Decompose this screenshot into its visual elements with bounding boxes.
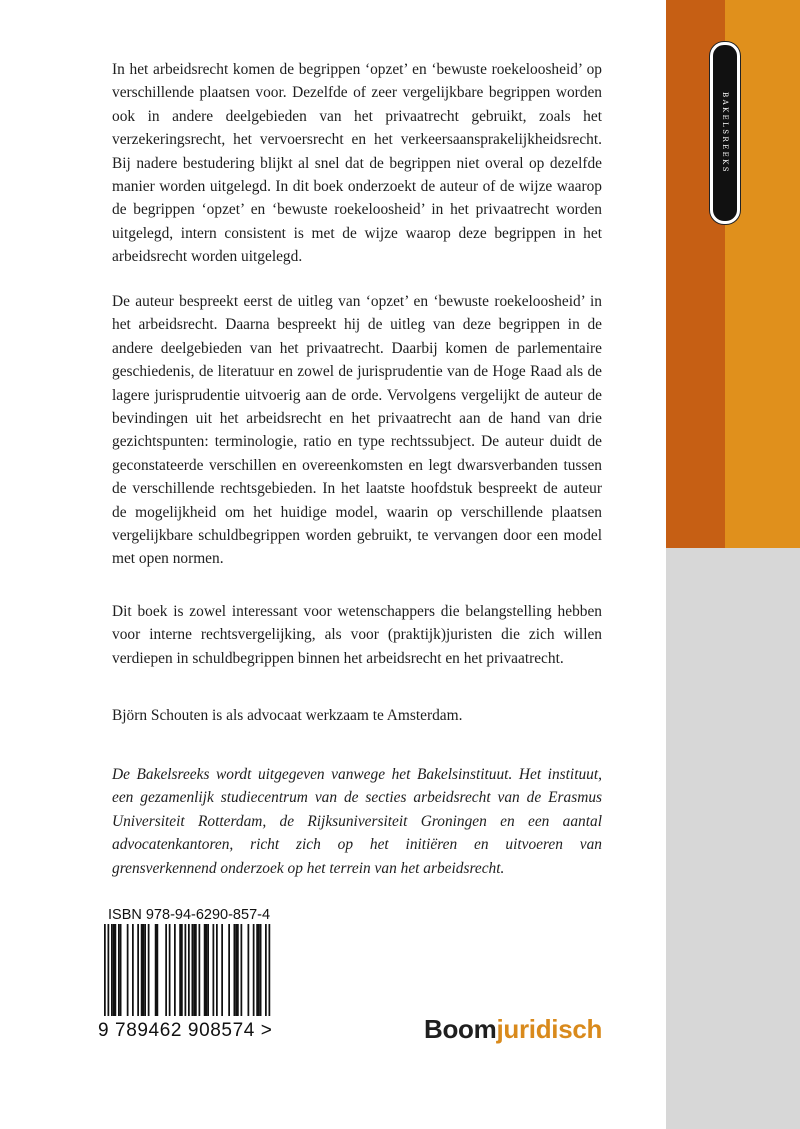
barcode-bar — [165, 924, 167, 1016]
barcode-bar — [108, 924, 110, 1016]
barcode-bar — [199, 924, 201, 1016]
barcode-bar — [155, 924, 157, 1016]
barcode-bar — [265, 924, 267, 1016]
series-tab — [710, 42, 740, 224]
barcode-bar — [234, 924, 236, 1016]
publisher-name-juridisch: juridisch — [496, 1014, 603, 1044]
barcode-bar — [258, 924, 260, 1016]
barcode-bar — [235, 924, 237, 1016]
spine-stripe-grey — [666, 548, 800, 1129]
barcode-bar — [179, 924, 181, 1016]
barcode-bar — [157, 924, 159, 1016]
barcode-bar — [137, 924, 139, 1016]
barcode-bar — [228, 924, 230, 1016]
series-label: BAKELSREEKS — [721, 92, 729, 174]
barcode-bar — [115, 924, 117, 1016]
barcode — [104, 924, 274, 1020]
barcode-bar — [253, 924, 255, 1016]
barcode-bar — [148, 924, 150, 1016]
barcode-bar — [207, 924, 209, 1016]
barcode-bar — [237, 924, 239, 1016]
publisher-name-boom: Boom — [424, 1014, 497, 1044]
barcode-bar — [144, 924, 146, 1016]
publisher-logo — [424, 1014, 602, 1045]
isbn-label: ISBN 978-94-6290-857-4 — [108, 907, 271, 923]
barcode-bar — [216, 924, 218, 1016]
barcode-bar — [141, 924, 143, 1016]
blurb-paragraph-3: Dit boek is zowel interessant voor wetenschappers die belangstelling hebben voor interne rechtsvergelijking, als voor (praktijk)juristen die zich willen verdiepen in schuldbegrippen binnen het arbeidsrecht en het privaatrecht. — [112, 603, 602, 667]
barcode-bar — [104, 924, 106, 1016]
barcode-bar — [269, 924, 271, 1016]
barcode-bar — [113, 924, 115, 1016]
barcode-bar — [120, 924, 122, 1016]
barcode-bar — [192, 924, 194, 1016]
barcode-bar — [185, 924, 187, 1016]
barcode-bar — [118, 924, 120, 1016]
barcode-bar — [256, 924, 258, 1016]
barcode-digits: 9 789462 908574 > — [98, 1020, 273, 1041]
barcode-bar — [213, 924, 215, 1016]
barcode-bar — [195, 924, 197, 1016]
barcode-bar — [143, 924, 145, 1016]
barcode-bar — [204, 924, 206, 1016]
barcode-bar — [111, 924, 113, 1016]
barcode-bar — [241, 924, 243, 1016]
blurb-paragraph-1: In het arbeidsrecht komen de begrippen ‘opzet’ en ‘bewuste roekeloosheid’ op verschillende plaatsen voor. Dezelfde of zeer vergelijkbare begrippen worden ook in andere deelgebieden van het privaatrecht gebruikt, zoals het verzekeringsrecht, het vervoersrecht en het verkeersaansprakelijkheidsrecht. Bij nadere bestudering blijkt al snel dat de begrippen niet overal op dezelfde manier worden uitgelegd. In dit boek onderzoekt de auteur of de wijze waarop de begrippen ‘opzet’ en ‘bewuste roekeloosheid’ in het privaatrecht worden uitgelegd, intern consistent is met de wijze waarop deze begrippen in het arbeidsrecht worden uitgelegd. — [112, 61, 602, 266]
barcode-bar — [169, 924, 171, 1016]
barcode-bar — [260, 924, 262, 1016]
author-note: Björn Schouten is als advocaat werkzaam te Amsterdam. — [112, 707, 463, 724]
series-note: De Bakelsreeks wordt uitgegeven vanwege het Bakelsinstituut. Het instituut, een gezamenlijk studiecentrum van de secties arbeidsrecht van de Erasmus Universiteit Rotterdam, de Rijksuniversiteit Groningen en een aantal advocatenkantoren, richt zich op het initiëren en uitvoeren van grensverkennend onderzoek op het terrein van het arbeidsrecht. — [112, 766, 602, 877]
barcode-bar — [181, 924, 183, 1016]
barcode-bar — [132, 924, 134, 1016]
barcode-bar — [127, 924, 129, 1016]
barcode-bar — [221, 924, 223, 1016]
blurb-paragraph-2: De auteur bespreekt eerst de uitleg van ‘opzet’ en ‘bewuste roekeloosheid’ in het arbeidsrecht. Daarna bespreekt hij de uitleg van deze begrippen in de andere deelgebieden van het privaatrecht. Daarbij komen de parlementaire geschiedenis, de literatuur en zowel de jurisprudentie van de Hoge Raad als de lagere jurisprudentie uitvoerig aan de orde. Vervolgens vergelijkt de auteur de bevindingen uit het arbeidsrecht en het privaatrecht aan de hand van drie gezichtspunten: terminologie, ratio en type rechtssubject. De auteur duidt de geconstateerde verschillen en overeenkomsten en legt dwarsverbanden tussen de verschillende rechtsgebieden. In het laatste hoofdstuk bespreekt de auteur de mogelijkheid om het huidige model, waarin op verschillende plaatsen vergelijkbare schuldbegrippen worden gebruikt, te vervangen door een model met open normen. — [112, 293, 602, 568]
barcode-bar — [193, 924, 195, 1016]
barcode-bar — [188, 924, 190, 1016]
barcode-bar — [206, 924, 208, 1016]
barcode-bar — [248, 924, 250, 1016]
barcode-bar — [174, 924, 176, 1016]
